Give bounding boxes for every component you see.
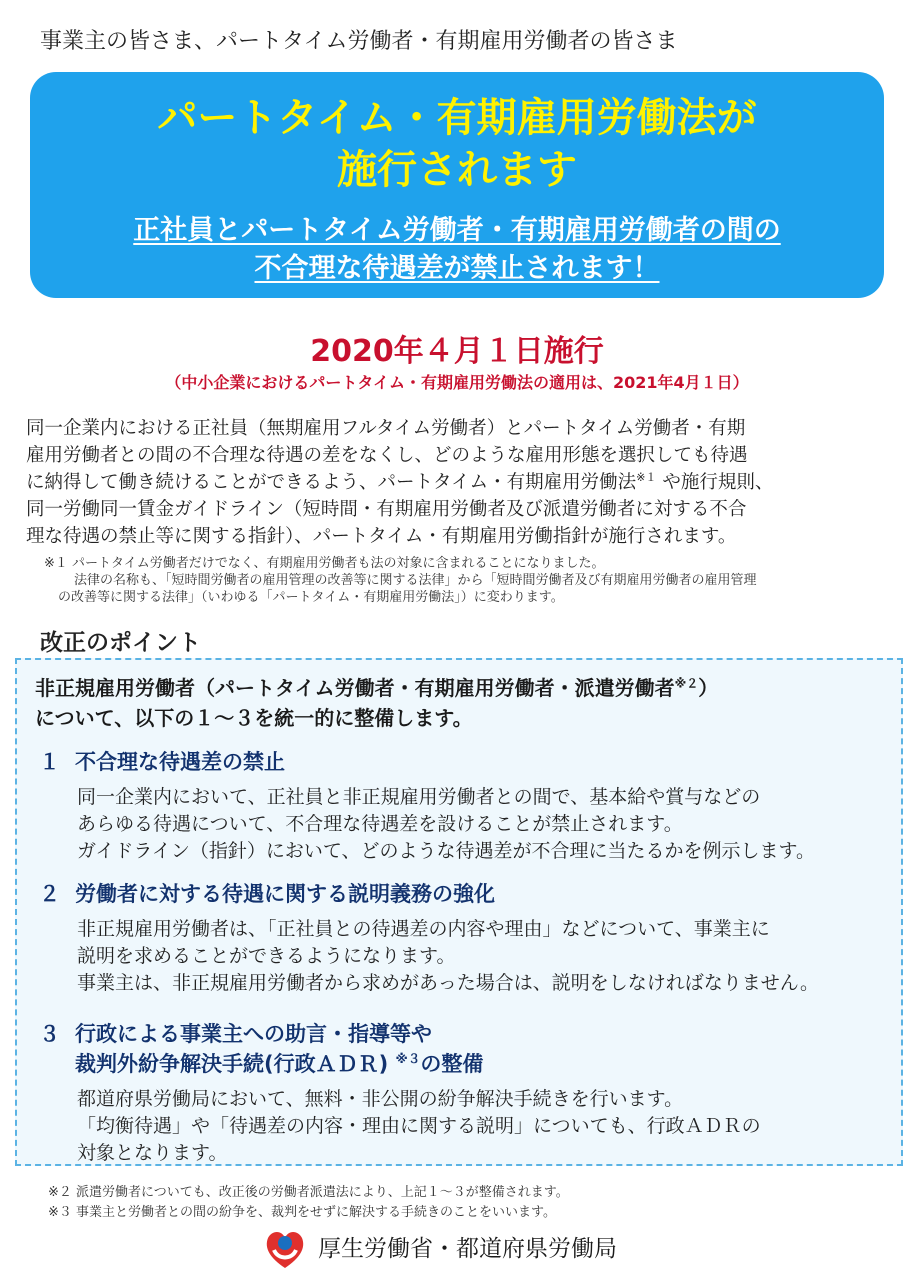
intro-line: 同一企業内における正社員（無期雇用フルタイム労働者）とパートタイム労働者・有期 <box>26 418 746 439</box>
footnote-ref: ※１ <box>636 470 657 484</box>
item-title: 行政による事業主への助言・指導等や <box>75 1022 432 1046</box>
intro-line: 雇用労働者との間の不合理な待遇の差をなくし、どのような雇用形態を選択しても待遇 <box>26 445 748 466</box>
item-text-line: 同一企業内において、正社員と非正規雇用労働者との間で、基本給や賞与などの <box>77 786 761 808</box>
points-lead-line: について、以下の１～３を統一的に整備します。 <box>35 706 473 730</box>
enforcement-date: 2020年４月１日施行 <box>310 334 604 369</box>
banner-subtitle-line1: 正社員とパートタイム労働者・有期雇用労働者の間の <box>133 215 781 246</box>
headline-banner <box>30 72 884 298</box>
item-title: 労働者に対する待遇に関する説明義務の強化 <box>75 882 495 906</box>
banner-subtitle-line2: 不合理な待遇差が禁止されます！ <box>254 253 660 284</box>
footnote-1-line: 法律の名称も、「短時間労働者の雇用管理の改善等に関する法律」から「短時間労働者及び有期雇用労働者の雇用管理 <box>74 573 757 588</box>
item-text-line: 「均衡待遇」や「待遇差の内容・理由に関する説明」についても、行政ＡＤＲの <box>77 1115 761 1137</box>
item-number: ３ <box>39 1022 60 1046</box>
points-box <box>15 658 903 1166</box>
item-number: １ <box>39 750 60 774</box>
intro-line: 同一労働同一賃金ガイドライン（短時間・有期雇用労働者及び派遣労働者に対する不合 <box>26 499 747 520</box>
item-number: ２ <box>39 882 60 906</box>
item-text-line: 説明を求めることができるようになります。 <box>77 945 456 967</box>
banner-title-line1: パートタイム・有期雇用労働法が <box>157 95 757 141</box>
greeting: 事業主の皆さま、パートタイム労働者・有期雇用労働者の皆さま <box>40 29 678 54</box>
enforcement-note: （中小企業におけるパートタイム・有期雇用労働法の適用は、2021年4月１日） <box>165 373 749 392</box>
points-heading: 改正のポイント <box>40 630 201 656</box>
item-text-line: 対象となります。 <box>77 1142 228 1164</box>
footnote-ref: ※３ <box>395 1051 421 1066</box>
footnote-1-line: の改善等に関する法律」（いわゆる「パートタイム・有期雇用労働法」）に変わります。 <box>58 590 564 605</box>
points-lead-line: 非正規雇用労働者（パートタイム労働者・有期雇用労働者・派遣労働者$^{※2}$） <box>35 676 719 700</box>
item-text-line: あらゆる待遇について、不合理な待遇差を設けることが禁止されます。 <box>77 813 683 835</box>
item-text-line: 非正規雇用労働者は、「正社員との待遇差の内容や理由」などについて、事業主に <box>77 918 770 940</box>
item-text-line: 事業主は、非正規雇用労働者から求めがあった場合は、説明をしなければなりません。 <box>77 972 819 994</box>
item-title: 裁判外紛争解決手続(行政ＡＤＲ) $^{※3}$の整備 <box>75 1051 484 1076</box>
footnote-1-line: ※１ パートタイム労働者だけでなく、有期雇用労働者も法の対象に含まれることになりました。 <box>44 556 605 571</box>
intro-line: に納得して働き続けることができるよう、パートタイム・有期雇用労働法$^{※1}$ や施行規則、 <box>26 470 774 493</box>
banner-title-line2: 施行されます <box>337 147 577 193</box>
item-text-line: 都道府県労働局において、無料・非公開の紛争解決手続きを行います。 <box>77 1088 684 1110</box>
footnote-2: ※２ 派遣労働者についても、改正後の労働者派遣法により、上記１～３が整備されます。 <box>48 1185 569 1200</box>
ministry-logo-icon <box>262 1226 308 1270</box>
item-text-line: ガイドライン（指針）において、どのような待遇差が不合理に当たるかを例示します。 <box>77 840 815 862</box>
footnote-3: ※３ 事業主と労働者との間の紛争を、裁判をせずに解決する手続きのことをいいます。 <box>48 1205 556 1220</box>
intro-line: 理な待遇の禁止等に関する指針）、パートタイム・有期雇用労働指針が施行されます。 <box>26 526 737 547</box>
organization-name: 厚生労働省・都道府県労働局 <box>318 1236 617 1262</box>
footnote-ref: ※２ <box>674 676 699 691</box>
item-title: 不合理な待遇差の禁止 <box>75 750 285 774</box>
